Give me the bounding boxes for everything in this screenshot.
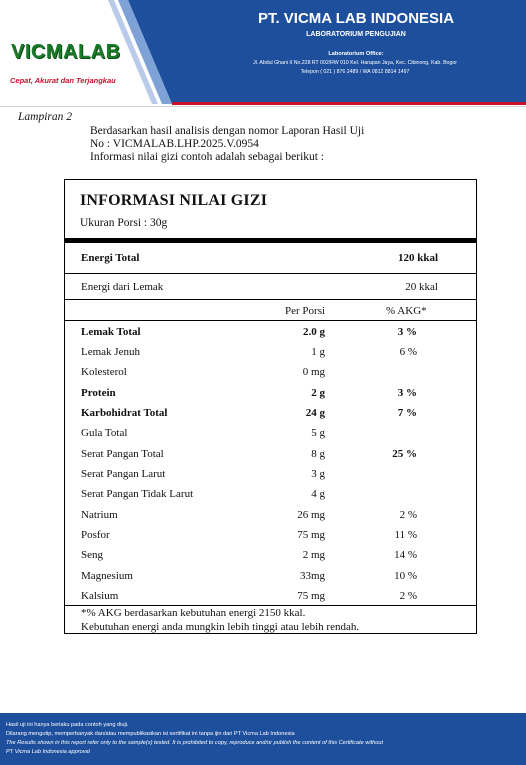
nutrient-value: 2 mg xyxy=(302,549,325,561)
company-tagline: Cepat, Akurat dan Terjangkau xyxy=(10,76,116,85)
nutrient-akg: 2 % xyxy=(399,509,417,521)
nutrient-value: 3 g xyxy=(311,468,325,480)
akg-footnote: *% AKG berdasarkan kebutuhan energi 2150 kkal. xyxy=(81,607,306,619)
energy-footnote: Kebutuhan energi anda mungkin lebih tinggi atau lebih rendah. xyxy=(81,621,360,633)
nutrient-label: Lemak Total xyxy=(81,326,141,338)
nutrient-akg: 10 % xyxy=(394,570,417,582)
nutrient-label: Kalsium xyxy=(81,590,119,602)
nutrient-akg: 6 % xyxy=(399,346,417,358)
nutrient-label: Seng xyxy=(81,549,103,561)
nutrient-value: 2 g xyxy=(311,387,325,399)
footer-line: The Results shown in this report refer only to the sample(s) tested. It is prohibited to copy, reproduce and/or publish the content of this Certificate without xyxy=(6,740,384,746)
intro-line-1: Berdasarkan hasil analisis dengan nomor Laporan Hasil Uji xyxy=(90,125,365,137)
nutrient-value: 4 g xyxy=(311,488,325,500)
company-logo: VICMALAB xyxy=(11,41,121,63)
divider-thick xyxy=(64,238,477,243)
footer-line: Dilarang mengutip, memperbanyak dan/atau mempublikasikan isi sertifikat ini tanpa ijin dari PT Vicma Lab Indonesia xyxy=(6,731,295,737)
nutrient-label: Serat Pangan Total xyxy=(81,448,164,460)
footer-line: Hasil uji ini hanya berlaku pada contoh yang diuji. xyxy=(6,722,129,728)
nutrient-label: Energi Total xyxy=(81,252,140,264)
nutrient-label: Natrium xyxy=(81,509,118,521)
company-name: PT. VICMA LAB INDONESIA xyxy=(257,10,455,27)
footer-line: PT Vicma Lab Indonesia approval xyxy=(6,749,90,755)
nutrient-value: 26 mg xyxy=(297,509,325,521)
nutrient-row xyxy=(0,346,526,362)
nutrient-row xyxy=(0,326,526,342)
serving-size: Ukuran Porsi : 30g xyxy=(80,217,168,229)
report-number: No : VICMALAB.LHP.2025.V.0954 xyxy=(90,138,259,150)
nutrient-value: 1 g xyxy=(311,346,325,358)
nutrient-row xyxy=(0,549,526,565)
nutrient-label: Kolesterol xyxy=(81,366,127,378)
nutrient-row xyxy=(0,407,526,423)
nutrient-value: 33mg xyxy=(299,570,325,582)
nutrient-label: Magnesium xyxy=(81,570,133,582)
nutrient-value: 8 g xyxy=(311,448,325,460)
company-subtitle: LABORATORIUM PENGUJIAN xyxy=(306,31,406,38)
nutrient-akg: 7 % xyxy=(397,407,417,419)
nutrient-row xyxy=(0,366,526,382)
nutrient-row xyxy=(0,570,526,586)
nutrient-akg: 3 % xyxy=(397,387,417,399)
column-header-per-serving: Per Porsi xyxy=(285,305,326,317)
nutrient-row xyxy=(0,529,526,545)
letterhead xyxy=(0,0,526,108)
divider xyxy=(64,320,477,321)
divider xyxy=(64,605,477,606)
nutrient-row xyxy=(0,468,526,484)
office-phone: Telepon ( 021 ) 876 2489 / WA 0812 8814 1497 xyxy=(300,69,410,75)
nutrient-value: 2.0 g xyxy=(303,326,325,338)
nutrient-label: Lemak Jenuh xyxy=(81,346,140,358)
divider xyxy=(64,273,477,274)
divider xyxy=(64,299,477,300)
nutrient-row xyxy=(0,488,526,504)
nutrient-value: 75 mg xyxy=(297,529,325,541)
nutrient-value: 75 mg xyxy=(297,590,325,602)
energy-fat-row xyxy=(0,281,526,297)
nutrient-akg: 14 % xyxy=(394,549,417,561)
nutrient-value: 20 kkal xyxy=(405,281,438,293)
intro-line-3: Informasi nilai gizi contoh adalah sebagai berikut : xyxy=(90,151,325,163)
nutrient-label: Posfor xyxy=(81,529,110,541)
nutrient-row xyxy=(0,427,526,443)
nutrient-akg: 25 % xyxy=(392,448,417,460)
nutrient-label: Karbohidrat Total xyxy=(81,407,168,419)
nutrient-row xyxy=(0,387,526,403)
office-address: Jl. Abdul Ghani II No.228 RT 002/RW 010 Kel. Harapan Jaya, Kec. Cibinong, Kab. Bogor xyxy=(253,60,457,66)
nutrient-value: 24 g xyxy=(305,407,325,419)
nutrition-title: INFORMASI NILAI GIZI xyxy=(80,192,268,209)
nutrient-akg: 11 % xyxy=(394,529,417,541)
nutrient-value: 0 mg xyxy=(302,366,325,378)
nutrient-value: 5 g xyxy=(311,427,325,439)
attachment-label: Lampiran 2 xyxy=(18,111,72,123)
nutrient-akg: 2 % xyxy=(399,590,417,602)
nutrient-row xyxy=(0,590,526,606)
office-label: Laboratorium Office: xyxy=(328,51,384,57)
nutrient-label: Protein xyxy=(81,387,116,399)
intro-paragraph xyxy=(90,125,364,164)
nutrient-row xyxy=(0,448,526,464)
nutrient-label: Serat Pangan Tidak Larut xyxy=(81,488,194,500)
column-header-akg: % AKG* xyxy=(386,305,427,317)
energy-total-row xyxy=(0,252,526,268)
disclaimer-footer xyxy=(0,713,526,765)
nutrient-value: 120 kkal xyxy=(397,252,438,264)
nutrient-label: Energi dari Lemak xyxy=(81,281,164,293)
nutrient-akg: 3 % xyxy=(397,326,417,338)
nutrient-label: Gula Total xyxy=(81,427,128,439)
nutrient-label: Serat Pangan Larut xyxy=(81,468,166,480)
nutrient-row xyxy=(0,509,526,525)
